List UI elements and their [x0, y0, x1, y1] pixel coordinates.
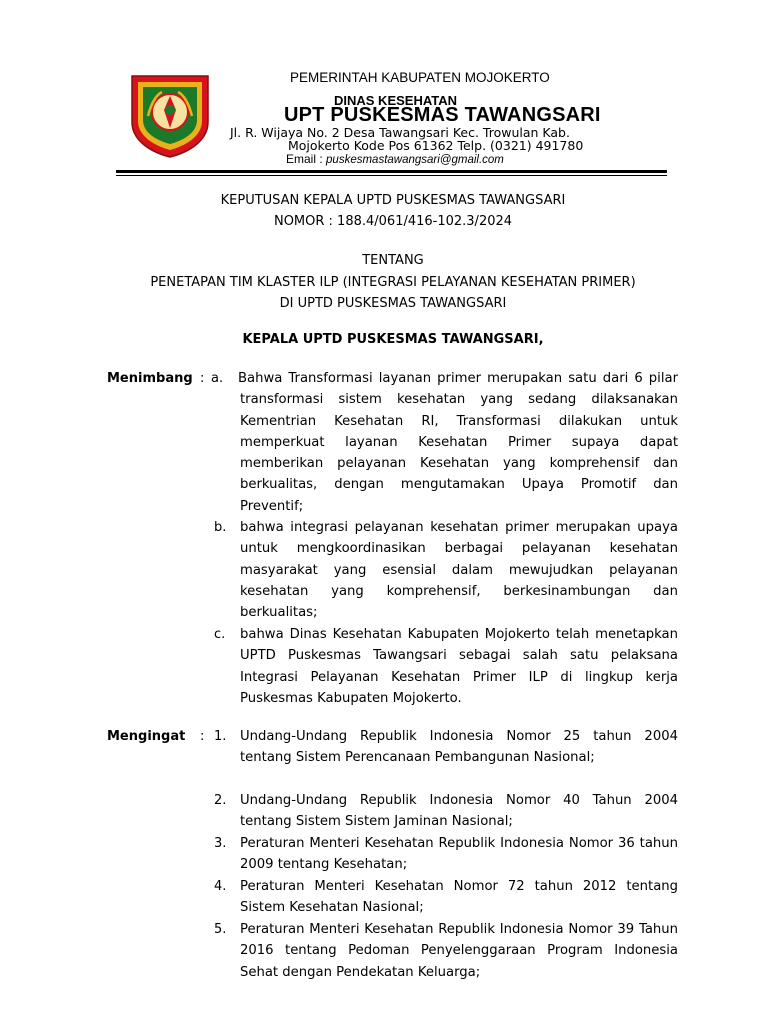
unit-name: UPT PUSKESMAS TAWANGSARI — [284, 104, 601, 126]
menimbang-item-c: bahwa Dinas Kesehatan Kabupaten Mojokerto telah menetapkan UPTD Puskesmas Tawangsari sebagai salah satu pelaksana Integrasi Pelayanan Kesehatan Primer ILP di lingkup kerja Puskesmas Kabupaten Mojokerto. — [240, 627, 678, 706]
menimbang-marker-a: a. — [211, 371, 224, 386]
decree-number: NOMOR : 188.4/061/416-102.3/2024 — [273, 214, 513, 229]
email-address: puskesmastawangsari@gmail.com — [326, 154, 504, 166]
menimbang-item-b: bahwa integrasi pelayanan kesehatan primer merupakan upaya untuk mengkoordinasikan berbagai pelayanan kesehatan masyarakat yang esensial dalam mewujudkan pelayanan kesehatan yang komprehensif, berkesinambungan dan berkualitas; — [240, 520, 678, 621]
decree-title: KEPUTUSAN KEPALA UPTD PUSKESMAS TAWANGSARI — [220, 193, 566, 208]
mengingat-item-2: Undang-Undang Republik Indonesia Nomor 40 Tahun 2004 tentang Sistem Sistem Jaminan Nasional; — [240, 793, 678, 830]
mengingat-label: Mengingat — [107, 729, 186, 744]
mengingat-item-1: Undang-Undang Republik Indonesia Nomor 25 tahun 2004 tentang Sistem Perencanaan Pembangunan Nasional; — [240, 729, 678, 766]
mengingat-item-5: Peraturan Menteri Kesehatan Republik Indonesia Nomor 39 Tahun 2016 tentang Pedoman Penyelenggaraan Program Indonesia Sehat dengan Pendekatan Keluarga; — [240, 922, 678, 980]
mengingat-colon: : — [200, 729, 205, 744]
mengingat-marker-3: 3. — [214, 836, 227, 851]
address-line-1: Jl. R. Wijaya No. 2 Desa Tawangsari Kec. Trowulan Kab. — [230, 125, 570, 140]
email-line — [286, 152, 504, 166]
department-name: DINAS KESEHATAN — [334, 93, 458, 108]
mengingat-marker-4: 4. — [214, 879, 227, 894]
menimbang-marker-c: c. — [214, 627, 226, 642]
decree-subject-line-1: PENETAPAN TIM KLASTER ILP (INTEGRASI PELAYANAN KESEHATAN PRIMER) — [150, 275, 636, 290]
mengingat-marker-1: 1. — [214, 729, 227, 744]
address-line-2: Mojokerto Kode Pos 61362 Telp. (0321) 491780 — [288, 138, 584, 153]
decree-subject-line-2: DI UPTD PUSKESMAS TAWANGSARI — [279, 296, 507, 311]
letterhead-divider-thick — [116, 170, 667, 173]
regency-emblem-logo — [128, 70, 212, 158]
menimbang-marker-b: b. — [214, 520, 227, 535]
decree-issuer: KEPALA UPTD PUSKESMAS TAWANGSARI, — [242, 332, 544, 347]
government-name: PEMERINTAH KABUPATEN MOJOKERTO — [290, 70, 550, 85]
mengingat-marker-5: 5. — [214, 922, 227, 937]
decree-about: TENTANG — [362, 253, 424, 268]
menimbang-label: Menimbang — [107, 371, 193, 386]
letterhead-divider-thin — [116, 175, 667, 176]
mengingat-item-3: Peraturan Menteri Kesehatan Republik Indonesia Nomor 36 tahun 2009 tentang Kesehatan; — [240, 836, 678, 873]
mengingat-item-4: Peraturan Menteri Kesehatan Nomor 72 tahun 2012 tentang Sistem Kesehatan Nasional; — [240, 879, 678, 916]
email-label: Email : — [286, 152, 323, 166]
menimbang-colon: : — [200, 371, 205, 386]
menimbang-item-a: Bahwa Transformasi layanan primer merupakan satu dari 6 pilar transformasi sistem kesehatan yang sedang dilaksanakan Kementrian Kesehatan RI, Transformasi dilakukan untuk memperkuat layanan Kesehatan Primer supaya dapat memberikan pelayanan Kesehatan yang komprehensif dan berkualitas, dengan mengutamakan Upaya Promotif dan Preventif; — [238, 371, 678, 514]
mengingat-marker-2: 2. — [214, 793, 227, 808]
